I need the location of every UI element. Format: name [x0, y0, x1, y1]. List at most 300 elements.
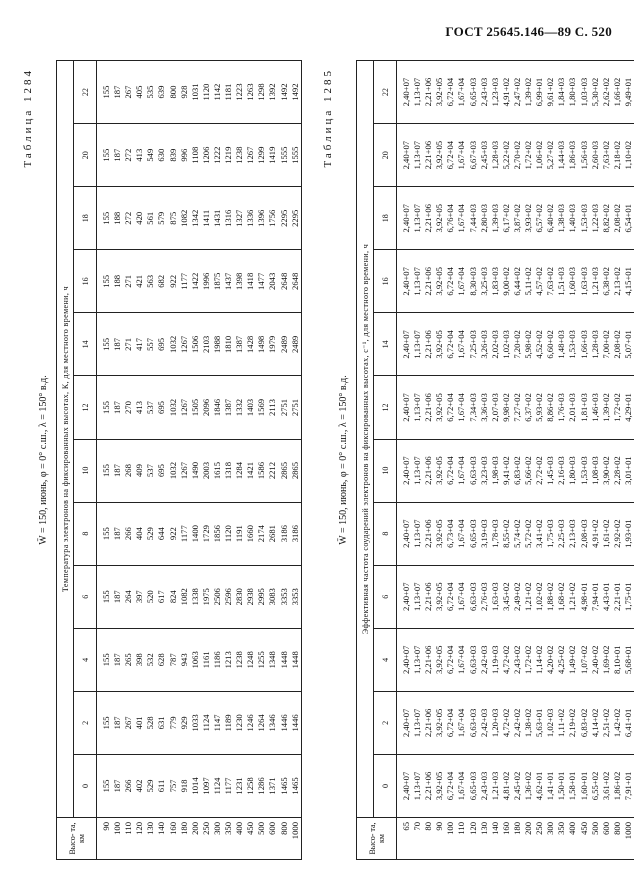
table-cell: 1392 — [267, 83, 278, 101]
table-cell: 579 — [156, 211, 167, 225]
table-cell: 2,40+07 — [401, 330, 411, 359]
table-cell: 1371 — [267, 777, 278, 795]
table-cell: 557 — [145, 337, 156, 351]
table-cell: 401 — [134, 716, 145, 730]
table-cell: 6,72+04 — [445, 330, 456, 359]
table-cell: 1238 — [234, 651, 245, 669]
table-cell: 2295 — [278, 209, 289, 227]
table-cell: 400 — [234, 822, 245, 835]
table-cell: 1431 — [211, 209, 222, 227]
table-cell: 6,76+04 — [445, 204, 456, 233]
table-condition: W̄ = 150, июнь, φ = 0° с.ш., λ = 150° в.д. — [338, 375, 349, 545]
table-cell: 4,57+02 — [534, 267, 545, 296]
table-cell: 1,80+03 — [567, 77, 578, 107]
table-cell: 2,21+06 — [423, 267, 434, 296]
table-cell: 1142 — [211, 83, 222, 101]
table-cell: 5,07+01 — [622, 330, 633, 359]
table-cell: 5,74+02 — [511, 519, 522, 548]
table-cell: 2295 — [289, 209, 300, 227]
value-column — [97, 61, 302, 124]
table-cell: 7,27+02 — [511, 393, 522, 422]
table-cell: 140 — [489, 822, 500, 835]
table-cell: 1,51+03 — [556, 267, 567, 296]
table-cell: 1448 — [278, 651, 289, 669]
table-cell: 155 — [101, 779, 111, 793]
table-cell: 695 — [156, 337, 167, 351]
table-cell: 1231 — [234, 777, 245, 795]
table-cell: 7,34+03 — [467, 393, 478, 422]
table-cell: 1,21+02 — [567, 582, 578, 611]
table-cell: 1421 — [245, 461, 256, 480]
table-body — [97, 61, 302, 860]
table-cell: 1,13+07 — [412, 582, 423, 611]
table-cell: 7,25+03 — [467, 330, 478, 359]
table-cell: 3,92+05 — [434, 519, 445, 548]
table-cell: 2,21+01 — [611, 582, 622, 611]
table-cell: 1,13+07 — [412, 267, 423, 296]
table-cell: 1,20+03 — [489, 708, 500, 738]
table-cell: 6,17+02 — [500, 204, 511, 233]
table-cell: 1177 — [223, 777, 234, 795]
value-column — [397, 439, 634, 502]
table-cell: 1,13+07 — [412, 708, 423, 738]
table-cell: 1,67+04 — [456, 645, 467, 675]
table-cell: 1398 — [234, 272, 245, 290]
table-cell: 155 — [101, 464, 111, 478]
table-cell: 1,11+02 — [556, 708, 567, 737]
table-cell: 5,11+02 — [523, 267, 534, 296]
table-cell: 1246 — [245, 714, 256, 732]
table-cell: 1,68+02 — [556, 582, 567, 611]
table-cell: 1,75+01 — [622, 582, 633, 611]
value-column — [397, 691, 634, 754]
table-cell: 3,23+03 — [478, 456, 489, 485]
table-cell: 2,01+03 — [567, 393, 578, 422]
value-column — [397, 628, 634, 691]
table-cell: 155 — [101, 653, 111, 667]
table-cell: 180 — [511, 822, 522, 835]
table-cell: 549 — [145, 148, 156, 162]
table-cell: 1318 — [223, 461, 234, 480]
table-cell: 1810 — [223, 335, 234, 354]
table-cell: 1490 — [189, 461, 200, 480]
table-cell: 2,21+06 — [423, 582, 434, 611]
table-cell: 1387 — [234, 335, 245, 354]
value-column — [97, 313, 302, 376]
hour-header: 14 — [374, 313, 397, 376]
table-cell: 1,66+03 — [578, 330, 589, 359]
table-cell: 5,22+02 — [500, 140, 511, 170]
hour-header: 2 — [74, 691, 97, 754]
table-cell: 1988 — [211, 335, 222, 354]
table-cell: 1,86+02 — [611, 771, 622, 801]
table-cell: 1,78+03 — [489, 519, 500, 548]
table-cell: 2,13+03 — [567, 519, 578, 548]
table-cell: 1,13+07 — [412, 140, 423, 170]
table-cell: 1263 — [245, 83, 256, 101]
table-cell: 3,92+05 — [434, 708, 445, 738]
hour-header: 10 — [374, 439, 397, 502]
table-cell: 1346 — [267, 714, 278, 732]
table-cell: 1097 — [200, 777, 211, 795]
table-cell: 529 — [145, 527, 156, 541]
altitude-column — [397, 818, 634, 860]
table-caption: Эффективная частота соударений электронов на фиксированных высотах, с⁻¹, для местного времени, ч — [357, 61, 374, 818]
table-cell: 1120 — [223, 525, 234, 543]
altitude-header: Высо- та, км — [357, 818, 397, 860]
table-caption: Температура электронов на фиксированных высотах, К, для местного времени, ч — [57, 61, 74, 818]
hour-header: 20 — [74, 124, 97, 187]
table-cell: 2681 — [267, 525, 278, 543]
table-cell: 6,63+03 — [467, 582, 478, 611]
table-cell: 270 — [123, 401, 134, 414]
table-cell: 1555 — [289, 146, 300, 164]
table-cell: 2,47+02 — [511, 77, 522, 107]
table-cell: 6,72+04 — [445, 140, 456, 170]
table-cell: 2,45+03 — [478, 140, 489, 170]
table-cell: 1267 — [245, 146, 256, 164]
table-cell: 5,72+02 — [523, 519, 534, 548]
table-cell: 9,49+01 — [622, 77, 633, 107]
table-cell: 2489 — [289, 335, 300, 354]
table-cell: 1,63+03 — [489, 582, 500, 611]
table-cell: 1177 — [178, 525, 189, 543]
table-cell: 3,92+05 — [434, 77, 445, 107]
table-cell: 1975 — [200, 588, 211, 606]
table-cell: 1,63+03 — [578, 267, 589, 296]
table-cell: 1396 — [256, 209, 267, 227]
table-cell: 6,72+04 — [445, 456, 456, 485]
table-cell: 1,36+02 — [523, 771, 534, 801]
table-cell: 1,75+03 — [545, 519, 556, 548]
table-cell: 2212 — [267, 461, 278, 480]
table-cell: 417 — [134, 337, 145, 351]
table-cell: 3,92+05 — [434, 645, 445, 675]
table-cell: 200 — [189, 822, 200, 835]
table-cell: 1,67+04 — [456, 267, 467, 296]
table-cell: 839 — [167, 148, 178, 162]
table-cell: 155 — [101, 85, 111, 99]
table-cell: 6,38+02 — [600, 267, 611, 296]
table-1285 — [322, 60, 633, 860]
table-cell: 6,41+01 — [622, 708, 633, 738]
table-cell: 4,98+01 — [578, 582, 589, 611]
table-cell: 1729 — [200, 525, 211, 543]
table-cell: 2,51+02 — [600, 708, 611, 738]
table-cell: 4,62+01 — [534, 771, 545, 801]
table-cell: 2938 — [245, 588, 256, 606]
table-cell: 6,55+02 — [589, 771, 600, 801]
table-cell: 1,45+03 — [545, 456, 556, 485]
table-cell: 639 — [156, 85, 167, 99]
table-cell: 2,42+02 — [511, 708, 522, 738]
table-cell: 500 — [589, 822, 600, 835]
table-cell: 1338 — [189, 588, 200, 606]
table-cell: 2174 — [256, 525, 267, 543]
table-cell: 1223 — [234, 83, 245, 101]
table-cell: 300 — [211, 822, 222, 835]
table-cell: 1332 — [234, 398, 245, 417]
table-cell: 535 — [145, 85, 156, 99]
table-cell: 2,21+06 — [423, 330, 434, 359]
table-cell: 2,21+06 — [423, 456, 434, 485]
table-cell: 6,72+04 — [445, 393, 456, 422]
table-cell: 1,08+03 — [589, 456, 600, 485]
hour-header: 16 — [74, 250, 97, 313]
table-cell: 1419 — [267, 146, 278, 164]
table-cell: 6,72+04 — [445, 267, 456, 296]
table-cell: 2,40+07 — [401, 456, 411, 485]
table-cell: 413 — [134, 148, 145, 162]
hour-header: 10 — [74, 439, 97, 502]
altitude-header: Высо- та, км — [57, 818, 97, 860]
table-cell: 537 — [145, 401, 156, 414]
table-cell: 611 — [156, 779, 167, 793]
table-cell: 155 — [101, 337, 111, 351]
table-cell: 2096 — [200, 398, 211, 417]
table-cell: 6,54+01 — [622, 204, 633, 233]
table-cell: 2,43+03 — [478, 771, 489, 801]
value-column — [97, 439, 302, 502]
value-column — [397, 250, 634, 313]
table-cell: 4,52+02 — [534, 330, 545, 359]
table-cell: 1,13+07 — [412, 77, 423, 107]
table-cell: 421 — [134, 274, 145, 288]
table-cell: 1,13+07 — [412, 204, 423, 233]
table-cell: 3186 — [289, 525, 300, 543]
table-cell: 187 — [112, 716, 123, 730]
table-cell: 5,27+02 — [545, 140, 556, 170]
table-cell: 2,45+02 — [511, 771, 522, 801]
table-cell: 265 — [123, 653, 134, 667]
table-cell: 2,21+06 — [423, 519, 434, 548]
table-cell: 2,49+02 — [511, 582, 522, 611]
table-cell: 7,91+01 — [622, 771, 633, 801]
table-cell: 757 — [167, 779, 178, 793]
table-cell: 2,43+02 — [511, 645, 522, 675]
table-cell: 1,10+02 — [622, 140, 633, 170]
table-cell: 630 — [156, 148, 167, 162]
table-cell: 6,73+04 — [445, 519, 456, 548]
table-cell: 1031 — [189, 83, 200, 101]
table-cell: 4,72+02 — [500, 645, 511, 675]
document-title: ГОСТ 25645.146—89 С. 520 — [445, 24, 612, 39]
table-cell: 2,21+06 — [423, 204, 434, 233]
table-cell: 2,21+06 — [423, 393, 434, 422]
table-cell: 1411 — [200, 209, 211, 227]
table-cell: 2751 — [278, 398, 289, 417]
hour-header: 12 — [74, 376, 97, 439]
table-cell: 1,13+07 — [412, 519, 423, 548]
table-cell: 4,72+02 — [500, 708, 511, 738]
table-cell: 6,44+02 — [511, 267, 522, 296]
value-column — [397, 565, 634, 628]
table-cell: 1286 — [256, 777, 267, 795]
table-cell: 267 — [123, 716, 134, 730]
table-cell: 5,93+02 — [534, 393, 545, 422]
value-column — [397, 61, 634, 124]
table-cell: 800 — [611, 822, 622, 835]
table-cell: 130 — [145, 822, 156, 835]
table-cell: 9,98+02 — [500, 393, 511, 422]
table-cell: 6,72+04 — [445, 582, 456, 611]
table-cell: 2,76+03 — [478, 582, 489, 611]
table-cell: 4,20+02 — [545, 645, 556, 675]
table-cell: 2,40+07 — [401, 140, 411, 170]
table-cell: 529 — [145, 779, 156, 793]
table-cell: 3,01+01 — [622, 456, 633, 485]
table-cell: 2,08+02 — [611, 330, 622, 359]
rotated-page-content — [22, 60, 633, 860]
table-cell: 1000 — [622, 822, 633, 840]
table-cell: 3,92+05 — [434, 582, 445, 611]
table-cell: 1,28+03 — [489, 140, 500, 170]
table-cell: 400 — [567, 822, 578, 835]
table-cell: 2,21+06 — [423, 645, 434, 675]
table-cell: 450 — [578, 822, 589, 835]
hour-header: 6 — [74, 565, 97, 628]
table-cell: 1189 — [223, 714, 234, 732]
table-cell: 8,86+02 — [545, 393, 556, 422]
table-cell: 563 — [145, 274, 156, 288]
table-cell: 7,20+02 — [511, 330, 522, 359]
table-cell: 1,67+04 — [456, 582, 467, 611]
table-cell: 1,69+02 — [600, 645, 611, 675]
table-cell: 155 — [101, 274, 111, 288]
table-cell: 1756 — [267, 209, 278, 227]
table-cell: 1,98+03 — [489, 456, 500, 485]
table-cell: 6,65+03 — [467, 519, 478, 548]
table-cell: 70 — [412, 822, 423, 831]
table-cell: 188 — [112, 274, 123, 288]
table-cell: 1,67+04 — [456, 140, 467, 170]
table-cell: 1446 — [278, 714, 289, 732]
table-cell: 1418 — [245, 272, 256, 290]
table-cell: 600 — [600, 822, 611, 835]
table-cell: 6,57+02 — [534, 204, 545, 233]
table-cell: 405 — [134, 85, 145, 99]
page-header — [0, 0, 634, 50]
table-cell: 3,61+02 — [600, 771, 611, 801]
hour-header: 2 — [374, 691, 397, 754]
table-cell: 1,67+04 — [456, 204, 467, 233]
table-cell: 2,40+07 — [401, 393, 411, 422]
table-cell: 6,65+03 — [467, 77, 478, 107]
table-cell: 996 — [178, 148, 189, 162]
table-cell: 2,21+06 — [423, 708, 434, 738]
table-cell: 1846 — [211, 398, 222, 417]
table-cell: 2,02+03 — [489, 330, 500, 359]
hour-header: 4 — [374, 628, 397, 691]
table-cell: 264 — [123, 590, 134, 604]
table-cell: 1979 — [267, 335, 278, 354]
table-cell: 187 — [112, 590, 123, 604]
data-table — [356, 60, 634, 860]
table-cell: 1498 — [256, 335, 267, 354]
value-column — [397, 313, 634, 376]
table-cell: 8,55+02 — [500, 519, 511, 548]
table-cell: 3,26+03 — [478, 330, 489, 359]
table-cell: 628 — [156, 653, 167, 667]
table-cell: 120 — [134, 822, 145, 835]
table-cell: 1660 — [245, 525, 256, 543]
table-cell: 1120 — [200, 83, 211, 101]
table-cell: 3,92+05 — [434, 771, 445, 801]
value-column — [97, 502, 302, 565]
table-cell: 2,08+03 — [578, 519, 589, 548]
table-cell: 90 — [434, 822, 445, 831]
table-cell: 2,42+03 — [478, 645, 489, 675]
table-cell: 8,82+02 — [600, 204, 611, 233]
table-cell: 5,68+01 — [622, 645, 633, 675]
table-cell: 1437 — [223, 272, 234, 290]
table-cell: 1,93+01 — [622, 519, 633, 548]
table-cell: 271 — [123, 274, 134, 288]
table-cell: 155 — [101, 716, 111, 730]
table-cell: 1,13+07 — [412, 456, 423, 485]
table-cell: 4,91+02 — [500, 77, 511, 107]
table-cell: 1,88+02 — [545, 582, 556, 611]
table-cell: 2,60+03 — [589, 140, 600, 170]
table-cell: 2,21+06 — [423, 77, 434, 107]
table-cell: 1,53+03 — [567, 330, 578, 359]
table-cell: 420 — [134, 211, 145, 225]
table-cell: 6,72+04 — [445, 708, 456, 738]
table-cell: 1569 — [256, 398, 267, 417]
table-cell: 413 — [134, 401, 145, 414]
table-cell: 6,40+02 — [545, 204, 556, 233]
table-cell: 1,07+02 — [578, 645, 589, 675]
table-cell: 1336 — [245, 209, 256, 227]
value-column — [397, 124, 634, 187]
table-cell: 1506 — [189, 335, 200, 354]
table-cell: 528 — [145, 716, 156, 730]
table-cell: 3,92+05 — [434, 330, 445, 359]
table-label: Таблица 1285 — [322, 68, 334, 168]
table-cell: 267 — [123, 85, 134, 99]
table-cell: 1,76+03 — [556, 393, 567, 422]
table-cell: 1299 — [256, 146, 267, 164]
table-cell: 2648 — [289, 272, 300, 290]
table-cell: 3353 — [289, 588, 300, 606]
table-cell: 1298 — [256, 83, 267, 101]
table-cell: 1,84+03 — [556, 77, 567, 107]
table-cell: 1,49+02 — [567, 645, 578, 675]
table-cell: 875 — [167, 211, 178, 225]
table-cell: 187 — [112, 337, 123, 351]
table-cell: 1,67+04 — [456, 393, 467, 422]
table-cell: 682 — [156, 274, 167, 288]
table-cell: 2,19+02 — [567, 708, 578, 738]
table-cell: 1267 — [178, 335, 189, 354]
table-cell: 1,61+02 — [600, 519, 611, 548]
table-cell: 130 — [478, 822, 489, 835]
table-cell: 2,21+06 — [423, 771, 434, 801]
table-cell: 409 — [134, 464, 145, 478]
table-cell: 2,40+07 — [401, 77, 411, 107]
table-cell: 5,63+01 — [534, 708, 545, 738]
table-cell: 187 — [112, 85, 123, 99]
table-cell: 5,98+02 — [523, 330, 534, 359]
table-cell: 1124 — [211, 777, 222, 795]
table-cell: 6,72+04 — [445, 771, 456, 801]
table-cell: 300 — [545, 822, 556, 835]
table-cell: 824 — [167, 590, 178, 604]
table-cell: 3,41+02 — [534, 519, 545, 548]
table-cell: 561 — [145, 211, 156, 225]
table-cell: 1,22+03 — [589, 204, 600, 233]
table-cell: 268 — [123, 464, 134, 478]
